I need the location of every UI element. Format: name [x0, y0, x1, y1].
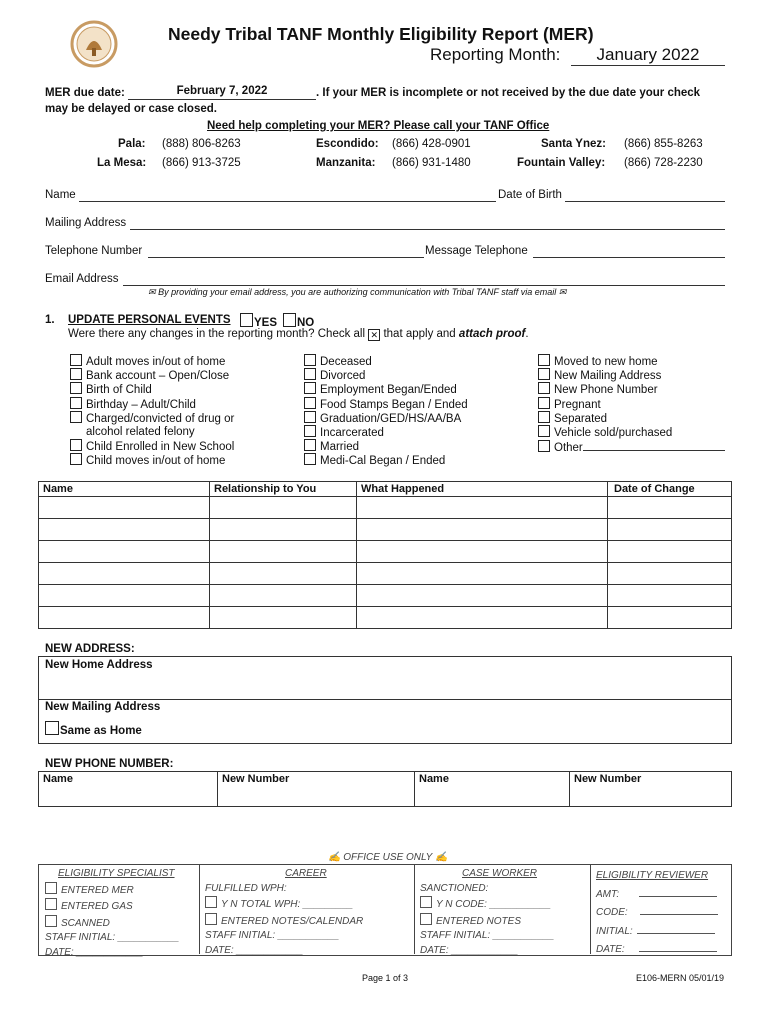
- office-santa-ynez-phone: (866) 855-8263: [624, 138, 703, 150]
- event-label: Adult moves in/out of home: [86, 356, 226, 368]
- event-item[interactable]: [70, 397, 234, 411]
- event-label: Child Enrolled in New School: [86, 441, 235, 454]
- tanf-logo: [70, 20, 118, 68]
- case-worker-col: [420, 867, 554, 958]
- phone-cell[interactable]: [570, 772, 732, 807]
- event-checkbox[interactable]: [304, 368, 316, 380]
- event-item[interactable]: [70, 382, 234, 396]
- new-mailing-address-label: New Mailing Address: [45, 701, 161, 713]
- event-checkbox[interactable]: [70, 354, 82, 366]
- event-item[interactable]: [70, 368, 234, 382]
- yes-checkbox[interactable]: [240, 313, 253, 327]
- event-item[interactable]: [538, 354, 725, 368]
- table-cell[interactable]: [608, 541, 732, 563]
- event-label: Divorced: [320, 370, 366, 383]
- event-item[interactable]: [304, 354, 468, 368]
- event-label: Food Stamps Began / Ended: [320, 398, 468, 411]
- event-label: Married: [320, 441, 359, 454]
- career-col: [205, 867, 363, 958]
- reporting-month-label: Reporting Month:: [430, 45, 561, 64]
- office-item[interactable]: [596, 885, 718, 904]
- due-warning: . If your MER is incomplete or not received by the due date your check: [316, 87, 701, 99]
- event-label: Graduation/GED/HS/AA/BA: [320, 412, 462, 425]
- email-note-text: By providing your email address, you are authorizing communication with Tribal TANF staff via email: [158, 287, 557, 297]
- office-item-label: ENTERED NOTES: [436, 915, 522, 927]
- instruction-text-c: attach proof: [458, 328, 526, 340]
- event-item[interactable]: [538, 397, 725, 411]
- table-row: [39, 519, 732, 541]
- office-item-label: DATE: ____________: [420, 944, 519, 956]
- office-item-label: ENTERED MER: [61, 884, 134, 896]
- yes-label: YES: [254, 317, 278, 329]
- table-cell[interactable]: [210, 585, 357, 607]
- table-cell[interactable]: [608, 585, 732, 607]
- column-header: Date of Change: [608, 482, 732, 497]
- office-item-label: DATE:: [596, 944, 625, 955]
- office-use-heading: [328, 852, 447, 863]
- event-label: Pregnant: [554, 398, 601, 411]
- office-pala-label: Pala:: [118, 138, 146, 150]
- event-item[interactable]: [70, 354, 234, 368]
- event-checkbox[interactable]: [538, 411, 550, 423]
- office-item-label: SCANNED: [61, 917, 110, 929]
- telephone-label: Telephone Number: [45, 245, 143, 257]
- office-item-label: Y N TOTAL WPH: _________: [221, 899, 354, 910]
- instruction-text-d: .: [525, 328, 529, 340]
- event-checkbox[interactable]: [304, 411, 316, 423]
- table-cell[interactable]: [210, 563, 357, 585]
- office-item[interactable]: [205, 913, 363, 930]
- event-label: Bank account – Open/Close: [86, 370, 230, 383]
- office-item-label: AMT:: [596, 888, 620, 900]
- event-item-continued: [70, 425, 234, 439]
- name-field[interactable]: [79, 188, 496, 202]
- event-label: Moved to new home: [554, 356, 658, 368]
- office-field[interactable]: [639, 885, 717, 897]
- table-cell[interactable]: [39, 541, 210, 563]
- event-item[interactable]: [304, 453, 468, 467]
- section-1-number: 1.: [45, 314, 55, 326]
- reporting-month-field[interactable]: [571, 45, 725, 66]
- divider: [39, 699, 731, 700]
- event-checkbox[interactable]: [70, 382, 82, 394]
- email-label: Email Address: [45, 273, 119, 285]
- no-label: NO: [297, 317, 315, 329]
- office-escondido-label: Escondido:: [316, 138, 379, 150]
- email-note: [148, 287, 566, 298]
- office-item-label: STAFF INITIAL: ___________: [205, 930, 340, 941]
- office-item-label: CODE:: [596, 907, 628, 918]
- eligibility-reviewer-col: [596, 867, 718, 959]
- new-phone-heading: NEW PHONE NUMBER:: [45, 758, 174, 770]
- mailing-label: Mailing Address: [45, 217, 127, 229]
- office-checkbox[interactable]: [205, 913, 217, 925]
- table-row: [39, 607, 732, 629]
- event-checkbox[interactable]: [70, 439, 82, 451]
- same-as-home-checkbox[interactable]: [45, 721, 59, 735]
- office-pala-phone: (888) 806-8263: [162, 138, 241, 150]
- table-cell[interactable]: [608, 563, 732, 585]
- office-la-mesa-phone: (866) 913-3725: [162, 157, 241, 169]
- column-header: Relationship to You: [210, 482, 357, 497]
- help-heading: Need help completing your MER? Please call your TANF Office: [207, 120, 550, 132]
- table-cell[interactable]: [608, 519, 732, 541]
- office-escondido-phone: (866) 428-0901: [392, 138, 471, 150]
- office-item-label: STAFF INITIAL: ___________: [45, 932, 180, 943]
- page-number: Page 1 of 3: [362, 973, 409, 983]
- email-field[interactable]: [123, 272, 725, 286]
- office-divider: [199, 864, 200, 954]
- table-cell[interactable]: [210, 519, 357, 541]
- event-label: New Mailing Address: [554, 370, 662, 383]
- office-item-label: SANCTIONED:: [420, 882, 489, 894]
- same-as-home-option[interactable]: [45, 721, 142, 737]
- table-cell[interactable]: [210, 541, 357, 563]
- column-header: Name: [39, 482, 210, 497]
- telephone-field[interactable]: [148, 244, 424, 258]
- pen-icon: ✍: [434, 852, 448, 863]
- office-checkbox[interactable]: [45, 898, 57, 910]
- due-date-label: MER due date:: [45, 87, 125, 99]
- pen-icon: ✍: [328, 852, 341, 863]
- office-manzanita-label: Manzanita:: [316, 157, 376, 169]
- column-header: What Happened: [357, 482, 608, 497]
- reporting-month-value: January 2022: [596, 45, 700, 64]
- event-label: Child moves in/out of home: [86, 455, 226, 468]
- office-item-label: ENTERED NOTES/CALENDAR: [221, 915, 364, 927]
- other-field[interactable]: [583, 439, 725, 451]
- event-checkbox[interactable]: [304, 382, 316, 394]
- events-column-1: [70, 354, 234, 468]
- event-label: Deceased: [320, 356, 372, 368]
- no-option[interactable]: [283, 313, 314, 329]
- table-row: [39, 585, 732, 607]
- office-col-title: CASE WORKER: [462, 868, 538, 879]
- due-date-field[interactable]: [128, 85, 316, 100]
- office-item-label: INITIAL:: [596, 925, 633, 937]
- changes-table: [38, 481, 732, 629]
- event-label: New Phone Number: [554, 384, 658, 397]
- office-checkbox[interactable]: [420, 896, 432, 908]
- office-item-label: DATE: ____________: [45, 946, 144, 958]
- table-cell[interactable]: [357, 519, 608, 541]
- office-col-title: ELIGIBILITY REVIEWER: [596, 870, 709, 881]
- event-checkbox[interactable]: [538, 425, 550, 437]
- office-checkbox[interactable]: [205, 896, 217, 908]
- message-telephone-label: Message Telephone: [425, 245, 528, 257]
- yes-option[interactable]: [240, 313, 277, 329]
- office-item[interactable]: [420, 913, 554, 930]
- instruction-text-a: Were there any changes in the reporting month? Check all: [68, 328, 366, 340]
- event-item[interactable]: [304, 439, 468, 453]
- office-item[interactable]: [205, 896, 363, 913]
- office-col-title: ELIGIBILITY SPECIALIST: [58, 868, 175, 879]
- office-item[interactable]: [45, 915, 179, 932]
- envelope-icon: ✉: [558, 287, 567, 297]
- section-1-instruction: [68, 328, 529, 341]
- table-cell[interactable]: [210, 607, 357, 629]
- office-item[interactable]: [596, 903, 718, 922]
- event-label: Birth of Child: [86, 384, 152, 397]
- office-item[interactable]: [420, 896, 554, 913]
- table-cell[interactable]: [39, 563, 210, 585]
- name-label: Name: [45, 189, 76, 201]
- table-cell[interactable]: [608, 497, 732, 519]
- event-item[interactable]: [304, 397, 468, 411]
- office-item-label: FULFILLED WPH:: [205, 882, 287, 894]
- table-row: [39, 541, 732, 563]
- event-checkbox[interactable]: [304, 425, 316, 437]
- new-address-heading: NEW ADDRESS:: [45, 643, 135, 655]
- phone-cell[interactable]: [39, 772, 218, 807]
- event-label: Other: [554, 442, 583, 455]
- event-item[interactable]: [304, 411, 468, 425]
- event-label: Charged/convicted of drug or: [86, 412, 235, 425]
- office-field[interactable]: [640, 903, 718, 915]
- event-label: Medi-Cal Began / Ended: [320, 455, 446, 468]
- event-item[interactable]: [538, 411, 725, 425]
- office-use-label: OFFICE USE ONLY: [343, 852, 433, 863]
- eligibility-specialist-col: [45, 867, 179, 960]
- table-cell[interactable]: [357, 563, 608, 585]
- due-warning-2: may be delayed or case closed.: [45, 103, 217, 115]
- envelope-icon: ✉: [148, 287, 156, 297]
- table-row: [39, 563, 732, 585]
- event-checkbox[interactable]: [304, 439, 316, 451]
- event-item[interactable]: [304, 425, 468, 439]
- event-item[interactable]: [304, 382, 468, 396]
- event-checkbox[interactable]: [304, 354, 316, 366]
- event-label: Incarcerated: [320, 426, 384, 439]
- office-manzanita-phone: (866) 931-1480: [392, 157, 471, 169]
- office-divider: [590, 864, 591, 954]
- phone-header: New Number: [222, 773, 290, 785]
- event-checkbox[interactable]: [304, 397, 316, 409]
- event-checkbox[interactable]: [538, 368, 550, 380]
- section-1-title: UPDATE PERSONAL EVENTS: [68, 314, 231, 326]
- office-item[interactable]: [45, 882, 179, 899]
- new-phone-table: [38, 771, 732, 807]
- phone-header: Name: [419, 773, 449, 785]
- office-checkbox[interactable]: [45, 882, 57, 894]
- no-checkbox[interactable]: [283, 313, 296, 327]
- event-item[interactable]: [538, 439, 725, 453]
- table-row: [39, 497, 732, 519]
- phone-header: Name: [43, 773, 73, 785]
- event-item[interactable]: [304, 368, 468, 382]
- office-checkbox[interactable]: [420, 913, 432, 925]
- office-divider: [414, 864, 415, 954]
- event-checkbox[interactable]: [70, 411, 82, 423]
- office-item[interactable]: [596, 940, 718, 959]
- instruction-text-b: that apply and: [383, 328, 456, 340]
- due-date-value: February 7, 2022: [176, 85, 268, 97]
- table-cell[interactable]: [357, 541, 608, 563]
- event-checkbox[interactable]: [538, 440, 550, 452]
- office-fountain-valley-phone: (866) 728-2230: [624, 157, 703, 169]
- office-item-label: DATE: ____________: [205, 944, 304, 956]
- event-item[interactable]: [70, 439, 234, 453]
- new-home-address-label: New Home Address: [45, 659, 153, 671]
- event-checkbox[interactable]: [538, 354, 550, 366]
- phone-cell[interactable]: [218, 772, 415, 807]
- page-title: Needy Tribal TANF Monthly Eligibility Report (MER): [168, 24, 594, 44]
- event-item[interactable]: [70, 453, 234, 467]
- event-label: alcohol related felony: [86, 425, 195, 438]
- phone-header: New Number: [574, 773, 642, 785]
- events-column-3: [538, 354, 725, 453]
- office-item-label: ENTERED GAS: [61, 901, 133, 912]
- event-item[interactable]: [538, 368, 725, 382]
- event-label: Birthday – Adult/Child: [86, 398, 196, 411]
- table-row: [39, 772, 732, 807]
- office-fountain-valley-label: Fountain Valley:: [517, 157, 606, 169]
- phone-cell[interactable]: [415, 772, 570, 807]
- office-col-title: CAREER: [285, 868, 327, 879]
- event-label: Vehicle sold/purchased: [554, 426, 673, 439]
- message-telephone-field[interactable]: [533, 244, 725, 258]
- event-checkbox[interactable]: [538, 397, 550, 409]
- event-item[interactable]: [538, 425, 725, 439]
- table-cell[interactable]: [39, 497, 210, 519]
- event-item[interactable]: [538, 382, 725, 396]
- checked-box-icon: ✕: [368, 329, 380, 341]
- table-cell[interactable]: [357, 497, 608, 519]
- event-checkbox[interactable]: [70, 397, 82, 409]
- table-cell[interactable]: [39, 519, 210, 541]
- table-cell[interactable]: [210, 497, 357, 519]
- office-item[interactable]: [596, 922, 718, 941]
- table-cell[interactable]: [39, 585, 210, 607]
- dob-label: Date of Birth: [498, 189, 562, 201]
- table-cell[interactable]: [357, 607, 608, 629]
- event-checkbox[interactable]: [70, 368, 82, 380]
- same-as-home-label: Same as Home: [60, 725, 142, 737]
- event-label: Employment Began/Ended: [320, 384, 457, 397]
- office-field[interactable]: [637, 922, 715, 934]
- office-item-label: STAFF INITIAL: ___________: [420, 930, 555, 941]
- table-cell[interactable]: [39, 607, 210, 629]
- table-cell[interactable]: [608, 607, 732, 629]
- dob-field[interactable]: [565, 188, 725, 202]
- mailing-field[interactable]: [130, 216, 725, 230]
- event-checkbox[interactable]: [538, 382, 550, 394]
- event-checkbox[interactable]: [304, 453, 316, 465]
- office-santa-ynez-label: Santa Ynez:: [541, 138, 606, 150]
- office-item-label: Y N CODE: ___________: [436, 899, 551, 910]
- office-item[interactable]: [45, 898, 179, 915]
- office-checkbox[interactable]: [45, 915, 57, 927]
- event-item[interactable]: [70, 411, 234, 425]
- form-code: E106-MERN 05/01/19: [636, 973, 725, 983]
- events-column-2: [304, 354, 468, 468]
- table-header-row: [39, 482, 732, 497]
- table-cell[interactable]: [357, 585, 608, 607]
- new-address-box: [38, 656, 732, 744]
- event-checkbox[interactable]: [70, 453, 82, 465]
- office-la-mesa-label: La Mesa:: [97, 157, 147, 169]
- event-label: Separated: [554, 412, 608, 425]
- office-field[interactable]: [639, 940, 717, 952]
